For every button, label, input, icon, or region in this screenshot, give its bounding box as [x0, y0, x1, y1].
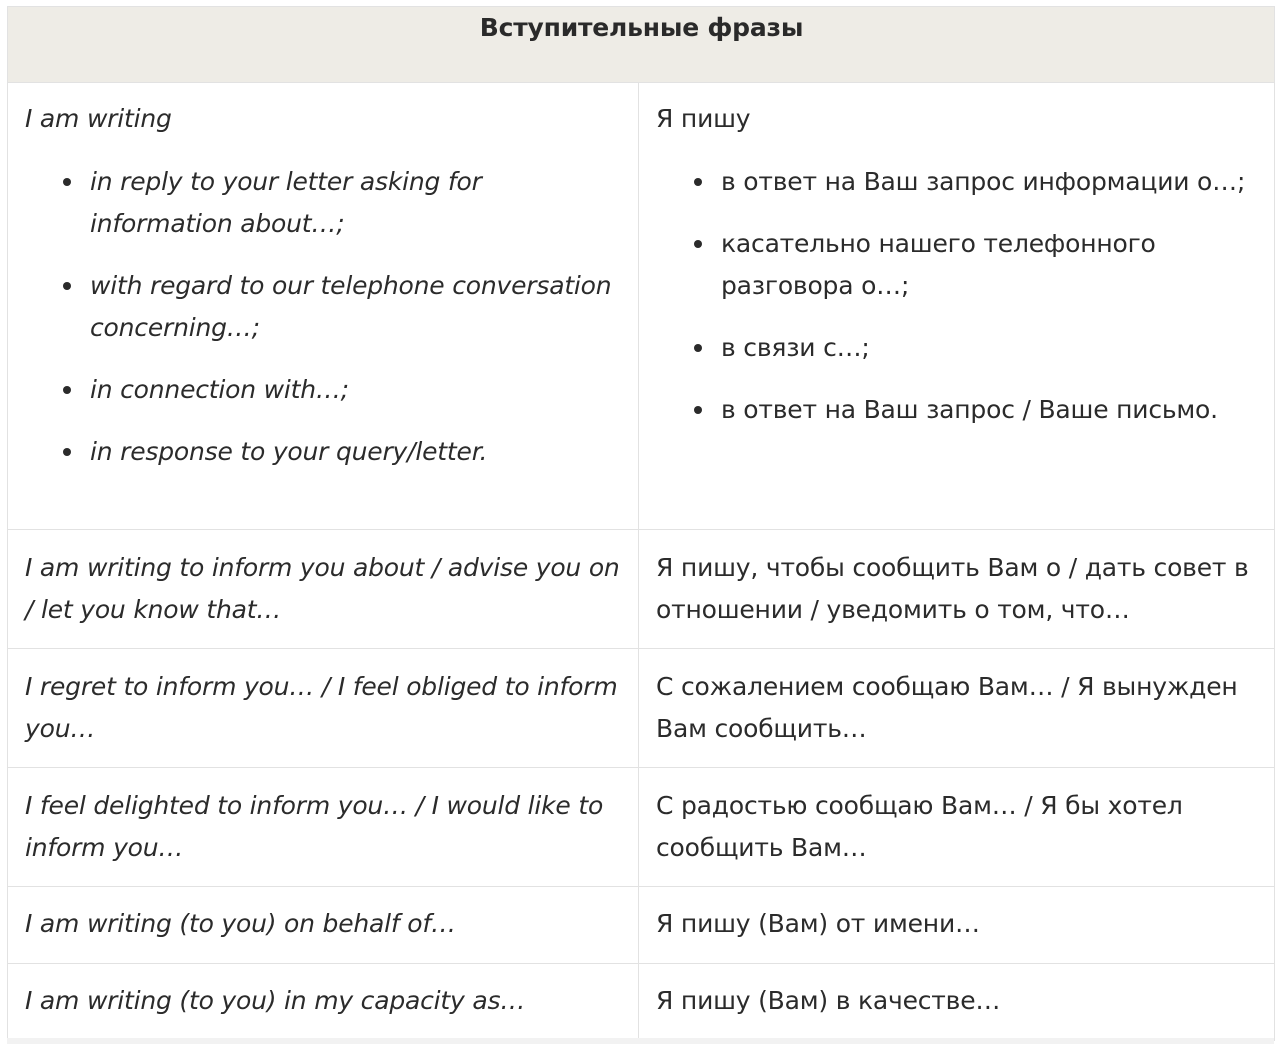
russian-phrase: С радостью сообщаю Вам… / Я бы хотел сообщить Вам…: [656, 791, 1183, 862]
list-item-text: касательно нашего телефонного разговора о…;: [721, 229, 1156, 300]
bullet-icon: [694, 240, 702, 248]
table-row: [8, 649, 1275, 768]
table-row: [8, 964, 1275, 1041]
english-cell: [8, 768, 639, 887]
list-item: [73, 369, 622, 411]
russian-phrase: Я пишу, чтобы сообщить Вам о / дать совет в отношении / уведомить о том, что…: [656, 553, 1249, 624]
russian-cell: [639, 649, 1275, 768]
table-header: Вступительные фразы: [8, 7, 1275, 83]
russian-phrase: Я пишу (Вам) в качестве…: [656, 986, 1001, 1015]
bullet-icon: [63, 386, 71, 394]
list-item-text: in connection with…;: [90, 375, 349, 404]
russian-lead: Я пишу: [656, 104, 751, 133]
table-header-row: [8, 7, 1275, 83]
english-phrase: I am writing (to you) in my capacity as…: [25, 986, 526, 1015]
russian-cell: [639, 530, 1275, 649]
english-phrase: I feel delighted to inform you… / I would like to inform you…: [25, 791, 604, 862]
phrases-table: [7, 6, 1275, 1041]
list-item-text: в ответ на Ваш запрос информации о…;: [721, 167, 1246, 196]
list-item: [73, 161, 622, 245]
english-cell: [8, 649, 639, 768]
bullet-icon: [63, 282, 71, 290]
table-row: [8, 83, 1275, 530]
list-item: [704, 327, 1258, 369]
table-row: [8, 887, 1275, 964]
list-item: [704, 223, 1258, 307]
table-row: [8, 768, 1275, 887]
english-cell: [8, 887, 639, 964]
list-item-text: in reply to your letter asking for information about…;: [90, 167, 482, 238]
russian-cell: [639, 964, 1275, 1041]
english-cell: [8, 83, 639, 530]
list-item: [73, 431, 622, 473]
list-item-text: in response to your query/letter.: [90, 437, 488, 466]
russian-bullet-list: [656, 161, 1258, 431]
bullet-icon: [694, 344, 702, 352]
russian-phrase: Я пишу (Вам) от имени…: [656, 909, 980, 938]
english-lead: I am writing: [25, 104, 172, 133]
english-phrase: I regret to inform you… / I feel obliged to inform you…: [25, 672, 618, 743]
list-item-text: в связи с…;: [721, 333, 870, 362]
list-item-text: with regard to our telephone conversation concerning…;: [90, 271, 612, 342]
list-item: [704, 389, 1258, 431]
list-item-text: в ответ на Ваш запрос / Ваше письмо.: [721, 395, 1218, 424]
table-bottom-border: [7, 1038, 1274, 1044]
bullet-icon: [63, 448, 71, 456]
english-phrase: I am writing to inform you about / advise you on / let you know that…: [25, 553, 620, 624]
russian-cell: [639, 83, 1275, 530]
russian-cell: [639, 887, 1275, 964]
list-item: [704, 161, 1258, 203]
list-item: [73, 265, 622, 349]
english-cell: [8, 964, 639, 1041]
bullet-icon: [694, 178, 702, 186]
english-cell: [8, 530, 639, 649]
table-row: [8, 530, 1275, 649]
english-phrase: I am writing (to you) on behalf of…: [25, 909, 456, 938]
russian-phrase: С сожалением сообщаю Вам… / Я вынужден Вам сообщить…: [656, 672, 1238, 743]
russian-cell: [639, 768, 1275, 887]
english-bullet-list: [25, 161, 622, 473]
bullet-icon: [694, 406, 702, 414]
bullet-icon: [63, 178, 71, 186]
